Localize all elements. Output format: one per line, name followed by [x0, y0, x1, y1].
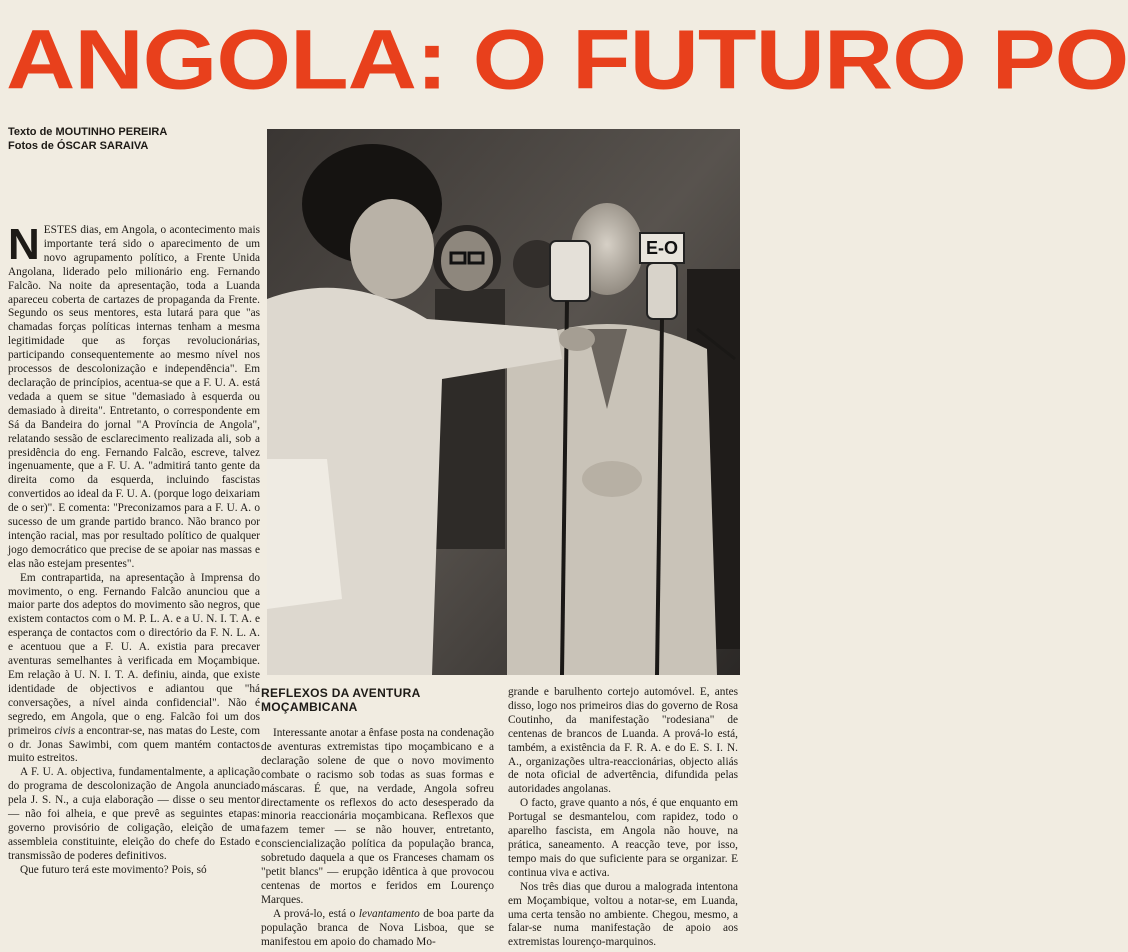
- photo-illustration: [267, 129, 740, 675]
- article-column-3: [508, 686, 738, 952]
- paragraph: Interessante anotar a ênfase posta na condenação de aventuras extremistas tipo moçambicano e a declaração solene de que o novo movimento combate o racismo sob todas as suas formas e máscaras. É que, na verdade, Angola sofreu directamente os reflexos do acto desesperado da minoria reaccionária moçambicana. Reflexos que fazem temer — se não houver, entretanto, consciencialização política da população branca, sobretudo daquela a que os Franceses chamam os "petit blancs" — erupção idêntica à que provocou centenas de mortos e feridos em Lourenço Marques.: [261, 727, 494, 906]
- paragraph: grande e barulhento cortejo automóvel. E, antes disso, logo nos primeiros dias do governo de Rosa Coutinho, da manifestação "rodesiana" de centenas de brancos de Luanda. A prová-lo está, também, a existência da F. R. A. e do E. S. I. N. A., organizações ultra-reaccionárias, objecto aliás de nota oficial de advertência, difundida pelas autoridades angolanas.: [508, 686, 738, 796]
- paragraph-text: Em contrapartida, na apresentação à Imprensa do movimento, o eng. Fernando Falcão anunciou que a maior parte dos adeptos do movimento são negros, que existem contactos com o M. P. L. A. e a U. N. I. T. A. e esperança de contactos com o directório da F. N. L. A. e acentuou que a F. U. A. existia para precaver aventuras semelhantes à verificada em Moçambique. Em relação à U. N. I. T. A. definiu, ainda, que existe identidade de objectivos e adiantou que "há conversações, a nível ainda confidencial". Não é segredo, em Angola, que o eng. Falcão foi um dos primeiros: [8, 571, 260, 737]
- paragraph-text: de boa parte da população branca de Nova Lisboa, que se manifestou em apoio do chamado Mo-: [261, 907, 495, 948]
- press-conference-photo: [267, 129, 740, 675]
- italic-text: civis: [54, 724, 76, 737]
- headline: ANGOLA: O FUTURO PO: [6, 12, 1128, 108]
- paragraph: Nos três dias que durou a malograda intentona em Moçambique, voltou a notar-se, em Luanda, uma certa tensão no ambiente. Chegou, mesmo, a falar-se numa manifestação de apoio aos extremistas lourenço-marquinos.: [508, 880, 738, 949]
- drop-cap: N: [8, 220, 40, 269]
- paragraph-text: a encontrar-se, nas matas do Leste, com o dr. Jonas Sawimbi, com quem mantém contactos muito estreitos.: [8, 724, 260, 765]
- paragraph-text: A prová-lo, está o: [273, 907, 356, 920]
- paragraph: [8, 572, 260, 767]
- credits: [8, 125, 167, 153]
- article-column-2: [261, 727, 494, 952]
- paragraph: [8, 220, 260, 572]
- subhead-text: REFLEXOS DA AVENTURA MOÇAMBICANA: [261, 686, 421, 714]
- paragraph-text: ESTES dias, em Angola, o acontecimento mais importante terá sido o aparecimento de um novo agrupamento político, a Frente Unida Angolana, liderado pelo milionário eng. Fernando Falcão. Na noite da apresentação, toda a Luanda apareceu coberta de cartazes de propaganda da Frente. Segundo os seus mentores, esta lutará para que "as chamadas forças políticas internas tenham a mesma legitimidade que as forças revolucionárias, participando consequentemente ao mesmo nível nos processos de descolonização e independência". Em declaração de princípios, acentua-se que a F. U. A. está vedada a quem se situe "demasiado à esquerda ou demasiado à direita". Entretanto, o correspondente em Sá da Bandeira do jornal "A Província de Angola", relatando sessão de esclarecimento realizada ali, sob a presidência do eng. Fernando Falcão, escreve, talvez ingenuamente, que a F. U. A. "admitirá tanto gente da direita como da esquerda, incluindo fascistas convertidos ao ideal da F. U. A. (porque logo deixariam de o ser)". E comenta: "Preconizamos para a F. U. A. o sucesso de um grande partido branco. Não branco por intenção racial, mas por resultado político de qualquer jogo democrático que precise de se apoiar nas massas e elas não estejam presentes".: [8, 224, 260, 570]
- mic-sign-label: E-O: [645, 238, 679, 258]
- article-column-1: [8, 220, 260, 952]
- italic-text: levantamento: [358, 907, 420, 920]
- paragraph: Que futuro terá este movimento? Pois, só: [20, 863, 207, 876]
- section-subhead: [261, 686, 494, 731]
- paragraph: A F. U. A. objectiva, fundamentalmente, a aplicação do programa de descolonização de Angola anunciado pela J. S. N., a cuja elaboração — disse o seu mentor — não foi alheia, e que prevê as seguintes etapas: governo provisório de coligação, eleição de uma assembleia constituinte, eleição do chefe do Estado e transmissão de poderes definitivos.: [8, 766, 260, 862]
- paragraph: [261, 908, 494, 950]
- photo-credit: Fotos de ÓSCAR SARAIVA: [8, 140, 149, 152]
- text-credit: Texto de MOUTINHO PEREIRA: [8, 126, 168, 138]
- paragraph: O facto, grave quanto a nós, é que enquanto em Portugal se desmantelou, com rapidez, todo o aparelho fascista, em Angola não houve, na prática, saneamento. A reacção teve, por isso, tempo mais do que suficiente para se organizar. E continua viva e activa.: [508, 797, 738, 879]
